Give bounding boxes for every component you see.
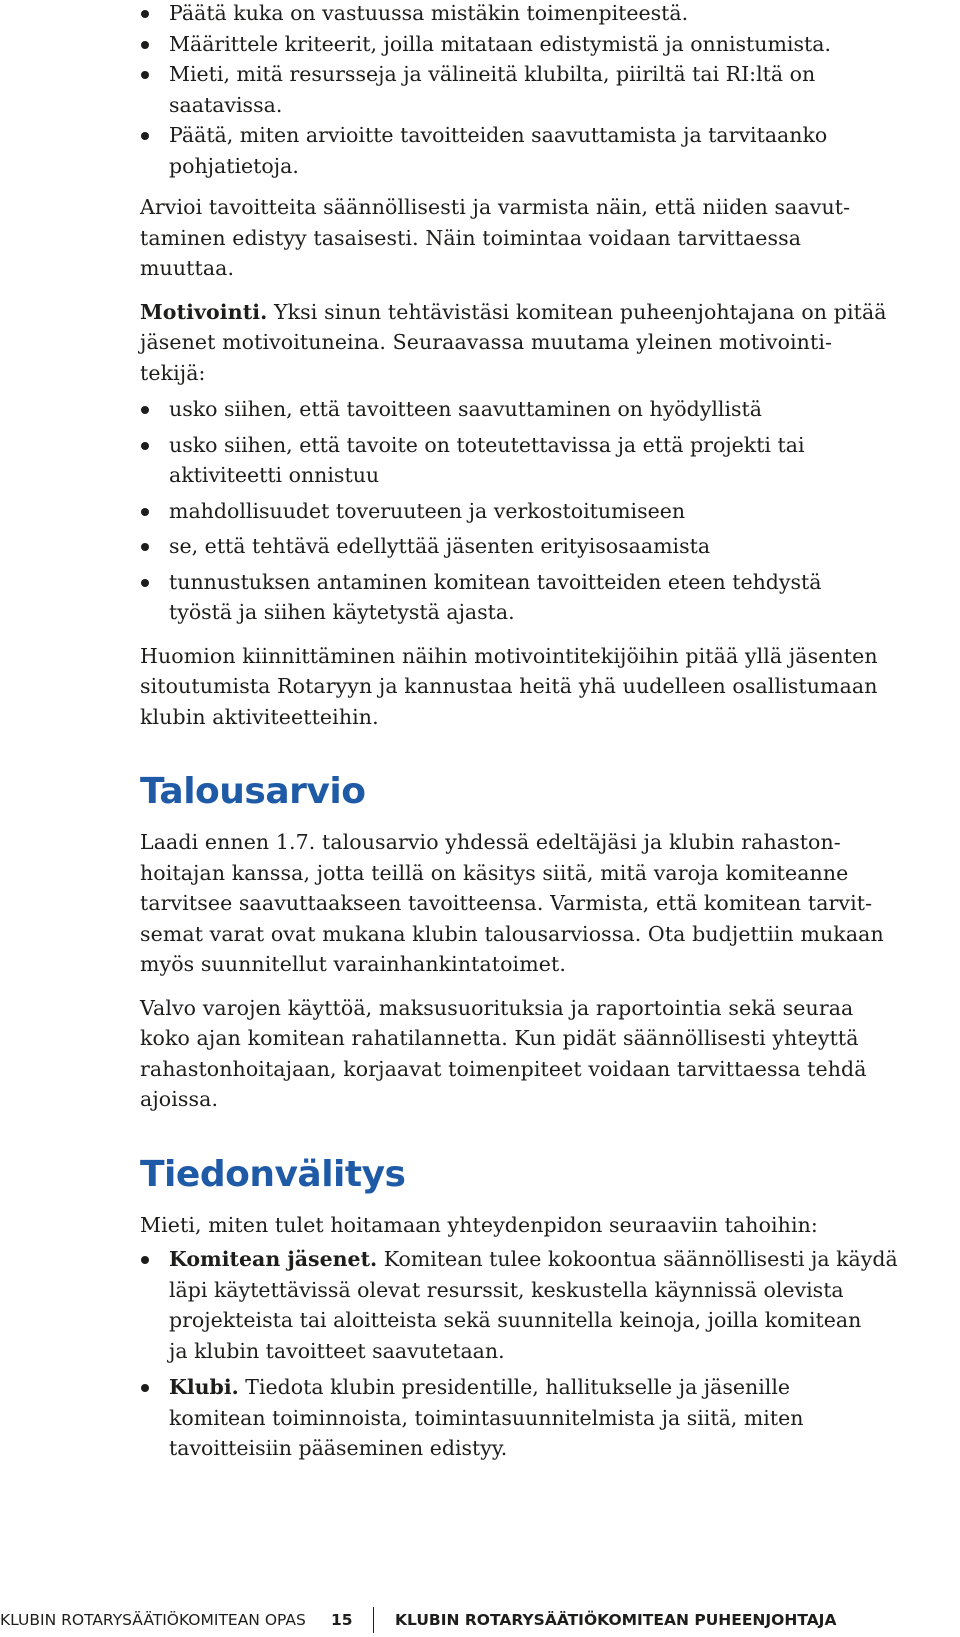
list-item-text: pohjatietoja. [169, 153, 299, 178]
paragraph-motivointi [140, 297, 940, 389]
list-item-text: Komitean tulee kokoontua säännöllisesti ja käydä [377, 1247, 898, 1271]
list-item-text: se, että tehtävä edellyttää jäsenten erityisosaamista [169, 534, 711, 558]
list-item-text: Päätä kuka on vastuussa mistäkin toimenpiteestä. [169, 1, 689, 25]
text-line: Yksi sinun tehtävistäsi komitean puheenjohtajana on pitää [267, 299, 887, 324]
text-line: sitoutumista Rotaryyn ja kannustaa heitä yhä uudelleen osallistumaan [140, 674, 878, 698]
list-item [140, 567, 940, 628]
paragraph-mieti [140, 1210, 940, 1241]
list-item-lead: Komitean jäsenet. [169, 1247, 378, 1271]
list-item-text: läpi käytettävissä olevat resurssit, keskustella käynnissä olevista [169, 1277, 844, 1302]
footer-section-title: KLUBIN ROTARYSÄÄTIÖKOMITEAN PUHEENJOHTAJA [395, 1611, 837, 1629]
footer-publication-title: KLUBIN ROTARYSÄÄTIÖKOMITEAN OPAS [0, 1611, 306, 1629]
list-item-text: tavoitteisiin pääseminen edistyy. [169, 1436, 508, 1460]
list-item-text: ja klubin tavoitteet saavutetaan. [169, 1338, 505, 1363]
text-line: ajoissa. [140, 1087, 219, 1111]
text-line: Valvo varojen käyttöä, maksusuorituksia ja raportointia sekä seuraa [140, 995, 854, 1020]
list-item-text: Määrittele kriteerit, joilla mitataan edistymistä ja onnistumista. [169, 31, 831, 56]
paragraph-huomion [140, 641, 940, 733]
list-item-text: saatavissa. [169, 92, 283, 117]
text-line: Laadi ennen 1.7. talousarvio yhdessä edeltäjäsi ja klubin rahaston- [140, 830, 841, 854]
list-item-text: Mieti, mitä resursseja ja välineitä klubilta, piiriltä tai RI:ltä on [169, 62, 816, 86]
text-line: jäsenet motivoituneina. Seuraavassa muutama yleinen motivointi- [140, 330, 833, 354]
footer-divider [373, 1607, 374, 1633]
list-item-text: aktiviteetti onnistuu [169, 463, 380, 487]
list-item [140, 29, 940, 60]
text-line: semat varat ovat mukana klubin talousarviossa. Ota budjettiin mukaan [140, 921, 884, 946]
text-line: muuttaa. [140, 256, 235, 280]
list-item [140, 1372, 940, 1464]
list-item-text: Tiedota klubin presidentille, hallitukselle ja jäsenille [238, 1375, 791, 1399]
text-line: klubin aktiviteetteihin. [140, 704, 379, 729]
text-line: Arvioi tavoitteita säännöllisesti ja varmista näin, että niiden saavut- [140, 195, 851, 219]
list-item-text: tunnustuksen antaminen komitean tavoitteiden eteen tehdystä [169, 569, 822, 594]
list-item-text: työstä ja siihen käytetystä ajasta. [169, 600, 515, 624]
communication-list [140, 1244, 940, 1464]
text-line: Mieti, miten tulet hoitamaan yhteydenpidon seuraaviin tahoihin: [140, 1212, 818, 1237]
text-line: rahastonhoitajaan, korjaavat toimenpiteet voidaan tarvittaessa tehdä [140, 1056, 867, 1081]
list-item [140, 531, 940, 562]
list-item-text: mahdollisuudet toveruuteen ja verkostoitumiseen [169, 498, 686, 523]
list-item [140, 59, 940, 120]
list-item [140, 430, 940, 491]
text-line: tekijä: [140, 360, 206, 385]
list-item-text: usko siihen, että tavoite on toteutettavissa ja että projekti tai [169, 432, 805, 457]
text-line: Huomion kiinnittäminen näihin motivointitekijöihin pitää yllä jäsenten [140, 643, 878, 668]
page-content [140, 0, 940, 1464]
page-footer [0, 1607, 960, 1637]
list-item [140, 1244, 940, 1366]
text-line: taminen edistyy tasaisesti. Näin toimintaa voidaan tarvittaessa [140, 225, 802, 250]
run-in-heading: Motivointi. [140, 299, 268, 324]
text-line: hoitajan kanssa, jotta teillä on käsitys siitä, mitä varoja komiteanne [140, 860, 849, 885]
text-line: tarvitsee saavuttaakseen tavoitteensa. Varmista, että komitean tarvit- [140, 891, 873, 915]
top-bullet-list [140, 0, 940, 181]
heading-talousarvio: Talousarvio [140, 771, 366, 812]
list-item [140, 496, 940, 527]
list-item-text: komitean toiminnoista, toimintasuunnitelmista ja siitä, miten [169, 1405, 804, 1430]
motivation-factor-list [140, 394, 940, 628]
text-line: koko ajan komitean rahatilannetta. Kun pidät säännöllisesti yhteyttä [140, 1026, 859, 1050]
list-item [140, 394, 940, 425]
paragraph-laadi [140, 827, 940, 980]
paragraph-valvo [140, 993, 940, 1115]
list-item-text: projekteista tai aloitteista sekä suunnitella keinoja, joilla komitean [169, 1308, 862, 1332]
paragraph-arvioi [140, 192, 940, 284]
list-item [140, 120, 940, 181]
heading-tiedonvalitys: Tiedonvälitys [140, 1153, 406, 1195]
text-line: myös suunnitellut varainhankintatoimet. [140, 952, 566, 976]
list-item-text: usko siihen, että tavoitteen saavuttaminen on hyödyllistä [169, 397, 762, 421]
list-item-text: Päätä, miten arvioitte tavoitteiden saavuttamista ja tarvitaanko [169, 123, 828, 147]
page-number: 15 [331, 1611, 353, 1629]
list-item [140, 0, 940, 29]
list-item-lead: Klubi. [169, 1375, 239, 1399]
